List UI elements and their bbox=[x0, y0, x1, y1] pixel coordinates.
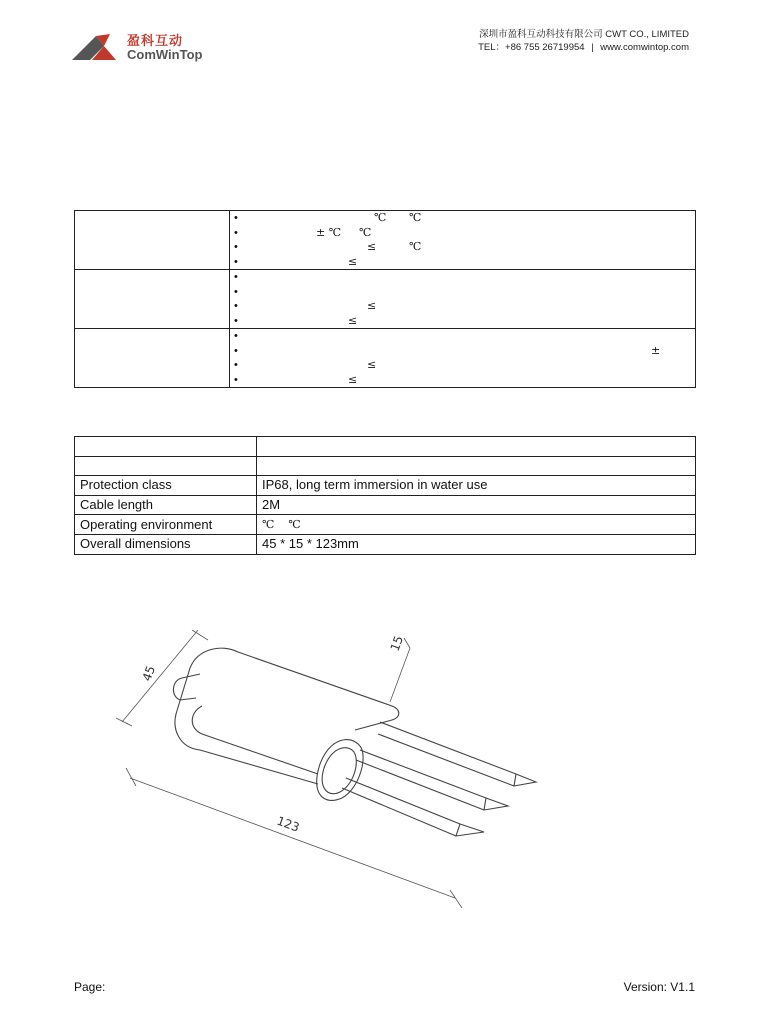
company-logo bbox=[70, 30, 220, 66]
bullet-item bbox=[244, 211, 695, 226]
symbol: ℃ bbox=[359, 225, 372, 239]
bullet-item bbox=[244, 240, 695, 255]
website-link[interactable]: www.comwintop.com bbox=[600, 42, 689, 53]
company-name-en: CWT CO., LIMITED bbox=[605, 29, 689, 40]
logo-chinese-text: 盈科互动 bbox=[127, 33, 184, 48]
features-row bbox=[75, 329, 696, 388]
table-row bbox=[75, 515, 696, 535]
info-separator: | bbox=[591, 42, 594, 53]
features-row bbox=[75, 270, 696, 329]
features-row-content bbox=[230, 211, 696, 270]
bullet-item bbox=[244, 285, 695, 300]
spec-key bbox=[75, 437, 257, 457]
features-row-content bbox=[230, 270, 696, 329]
spec-key: Protection class bbox=[75, 476, 257, 496]
symbol: • ℃ bbox=[374, 211, 387, 224]
dimension-length-label: 123 bbox=[274, 813, 302, 835]
tel-label: TEL： bbox=[478, 42, 506, 53]
symbol: • ± ℃ bbox=[316, 225, 342, 239]
specs-table bbox=[74, 436, 696, 555]
table-row bbox=[75, 495, 696, 515]
bullet-item bbox=[244, 226, 695, 241]
spec-value bbox=[257, 515, 696, 535]
symbol: • ≤ bbox=[367, 240, 377, 253]
table-row bbox=[75, 456, 696, 476]
company-info bbox=[478, 28, 689, 54]
tel-number: +86 755 26719954 bbox=[505, 42, 585, 53]
bullet-item bbox=[244, 329, 695, 344]
version-label: Version: V1.1 bbox=[623, 980, 695, 994]
symbol: • ± bbox=[651, 343, 661, 357]
features-row-content bbox=[230, 329, 696, 388]
table-row bbox=[75, 476, 696, 496]
company-name-cn: 深圳市盈科互动科技有限公司 bbox=[479, 29, 603, 40]
features-row-label bbox=[75, 270, 230, 329]
sensor-technical-drawing bbox=[110, 618, 550, 908]
bullet-list bbox=[230, 211, 695, 269]
symbol: • ≤ bbox=[348, 254, 358, 268]
dimension-width-label: 15 bbox=[387, 633, 407, 654]
symbol: • ≤ bbox=[348, 372, 358, 386]
features-row bbox=[75, 211, 696, 270]
dimension-height-label: 45 bbox=[139, 663, 159, 684]
page-label: Page: bbox=[74, 980, 106, 994]
bullet-item bbox=[244, 373, 695, 388]
housing-top-outline bbox=[190, 648, 399, 730]
symbol: ℃ bbox=[409, 240, 422, 253]
spec-value: 45 * 15 * 123mm bbox=[257, 534, 696, 554]
bullet-item bbox=[244, 299, 695, 314]
spec-value bbox=[257, 456, 696, 476]
spec-value bbox=[257, 437, 696, 457]
bullet-list bbox=[230, 329, 695, 387]
table-row bbox=[75, 437, 696, 457]
spec-value: IP68, long term immersion in water use bbox=[257, 476, 696, 496]
spec-key: Overall dimensions bbox=[75, 534, 257, 554]
symbol: • ≤ bbox=[348, 313, 358, 327]
symbol: • ≤ bbox=[367, 358, 377, 371]
bullet-item bbox=[244, 358, 695, 373]
symbol: ℃ bbox=[409, 211, 422, 224]
bullet-item bbox=[244, 344, 695, 359]
bullet-item bbox=[244, 314, 695, 329]
spec-key bbox=[75, 456, 257, 476]
probe-pins bbox=[342, 722, 536, 836]
features-row-label bbox=[75, 211, 230, 270]
bullet-item bbox=[244, 255, 695, 270]
symbol: ℃ bbox=[262, 517, 275, 531]
table-row bbox=[75, 534, 696, 554]
spec-value: 2M bbox=[257, 495, 696, 515]
bullet-list bbox=[230, 270, 695, 328]
bullet-item bbox=[244, 270, 695, 285]
logo-english-text: ComWinTop bbox=[127, 47, 203, 62]
features-row-label bbox=[75, 329, 230, 388]
logo-mark-icon bbox=[70, 32, 126, 62]
spec-key: Cable length bbox=[75, 495, 257, 515]
spec-key: Operating environment bbox=[75, 515, 257, 535]
symbol: • ≤ bbox=[367, 299, 377, 312]
features-table bbox=[74, 210, 696, 388]
symbol: ℃ bbox=[288, 517, 301, 531]
